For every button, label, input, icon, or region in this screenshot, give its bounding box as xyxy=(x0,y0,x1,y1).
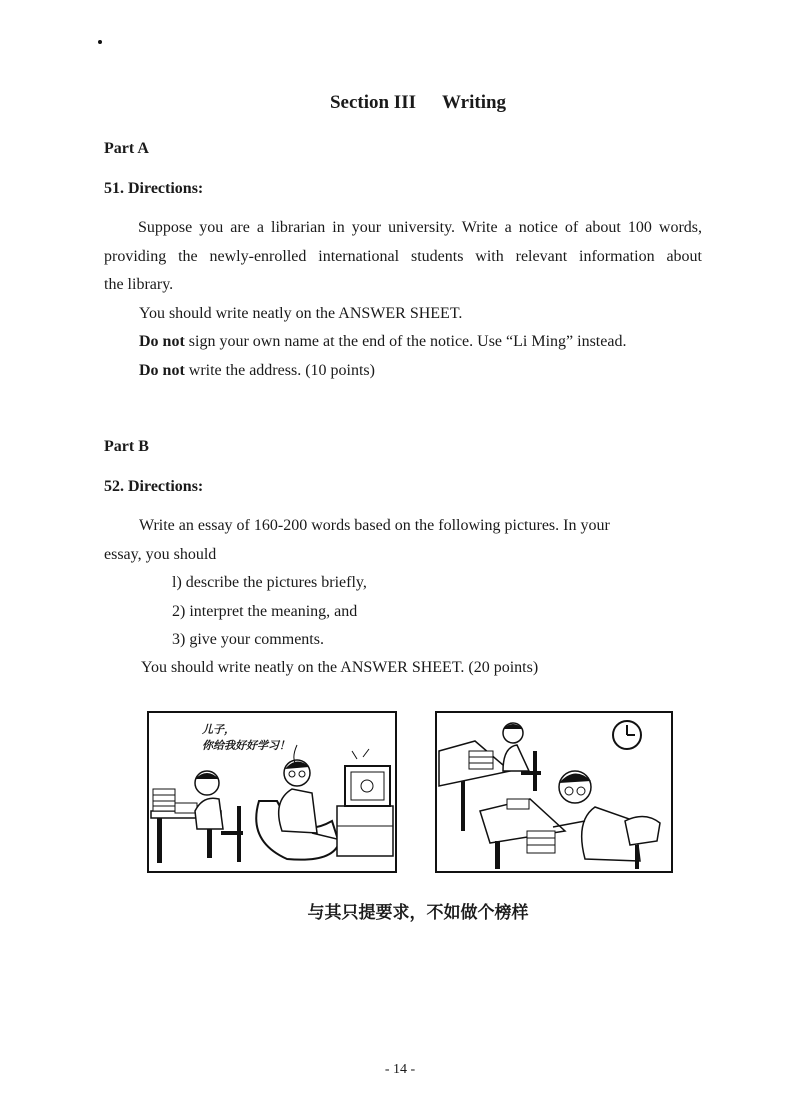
section-label: Section III xyxy=(329,92,416,113)
bullet-mark xyxy=(98,40,102,44)
part-b-item-1: l) describe the pictures briefly, xyxy=(172,574,367,591)
cartoon-left-drawing xyxy=(147,711,397,873)
section-subject: Writing xyxy=(442,92,507,113)
cartoon-right-drawing xyxy=(435,711,673,873)
cartoon-panel-right xyxy=(435,711,673,873)
do-not-emphasis: Do not xyxy=(139,333,185,350)
page-number: - 14 - xyxy=(384,1062,416,1077)
part-a-heading: Part A xyxy=(104,140,149,157)
part-a-line-6-rest: write the address. (10 points) xyxy=(184,362,375,379)
part-a-directions-label: 51. Directions: xyxy=(104,180,204,197)
part-b-line-1: Write an essay of 160-200 words based on the following pictures. In your xyxy=(139,517,610,534)
part-a-line-5 xyxy=(139,333,626,351)
speech-bubble-line-1: 儿子， xyxy=(202,723,235,736)
part-b-heading: Part B xyxy=(104,438,149,455)
part-b-line-2: essay, you should xyxy=(104,546,217,563)
part-a-line-4: You should write neatly on the ANSWER SHEET. xyxy=(139,305,463,322)
cartoon-panel-left xyxy=(147,711,397,873)
part-b-item-2: 2) interpret the meaning, and xyxy=(172,603,358,620)
part-a-line-1: Suppose you are a librarian in your university. Write a notice of about 100 words, xyxy=(138,219,702,236)
do-not-emphasis: Do not xyxy=(139,362,185,379)
part-b-directions-label: 52. Directions: xyxy=(104,478,204,495)
cartoon-caption: 与其只提要求，不如做个榜样 xyxy=(307,903,529,923)
part-a-line-3: the library. xyxy=(104,276,174,293)
part-b-line-3: You should write neatly on the ANSWER SHEET. (20 points) xyxy=(141,659,539,676)
part-b-item-3: 3) give your comments. xyxy=(172,631,324,648)
section-title xyxy=(0,92,800,114)
part-a-line-5-rest: sign your own name at the end of the notice. Use “Li Ming” instead. xyxy=(184,333,627,350)
part-a-line-2: providing the newly-enrolled international students with relevant information about xyxy=(104,248,702,265)
part-a-line-6 xyxy=(139,362,375,380)
speech-bubble-line-2: 你给我好好学习！ xyxy=(202,739,290,752)
